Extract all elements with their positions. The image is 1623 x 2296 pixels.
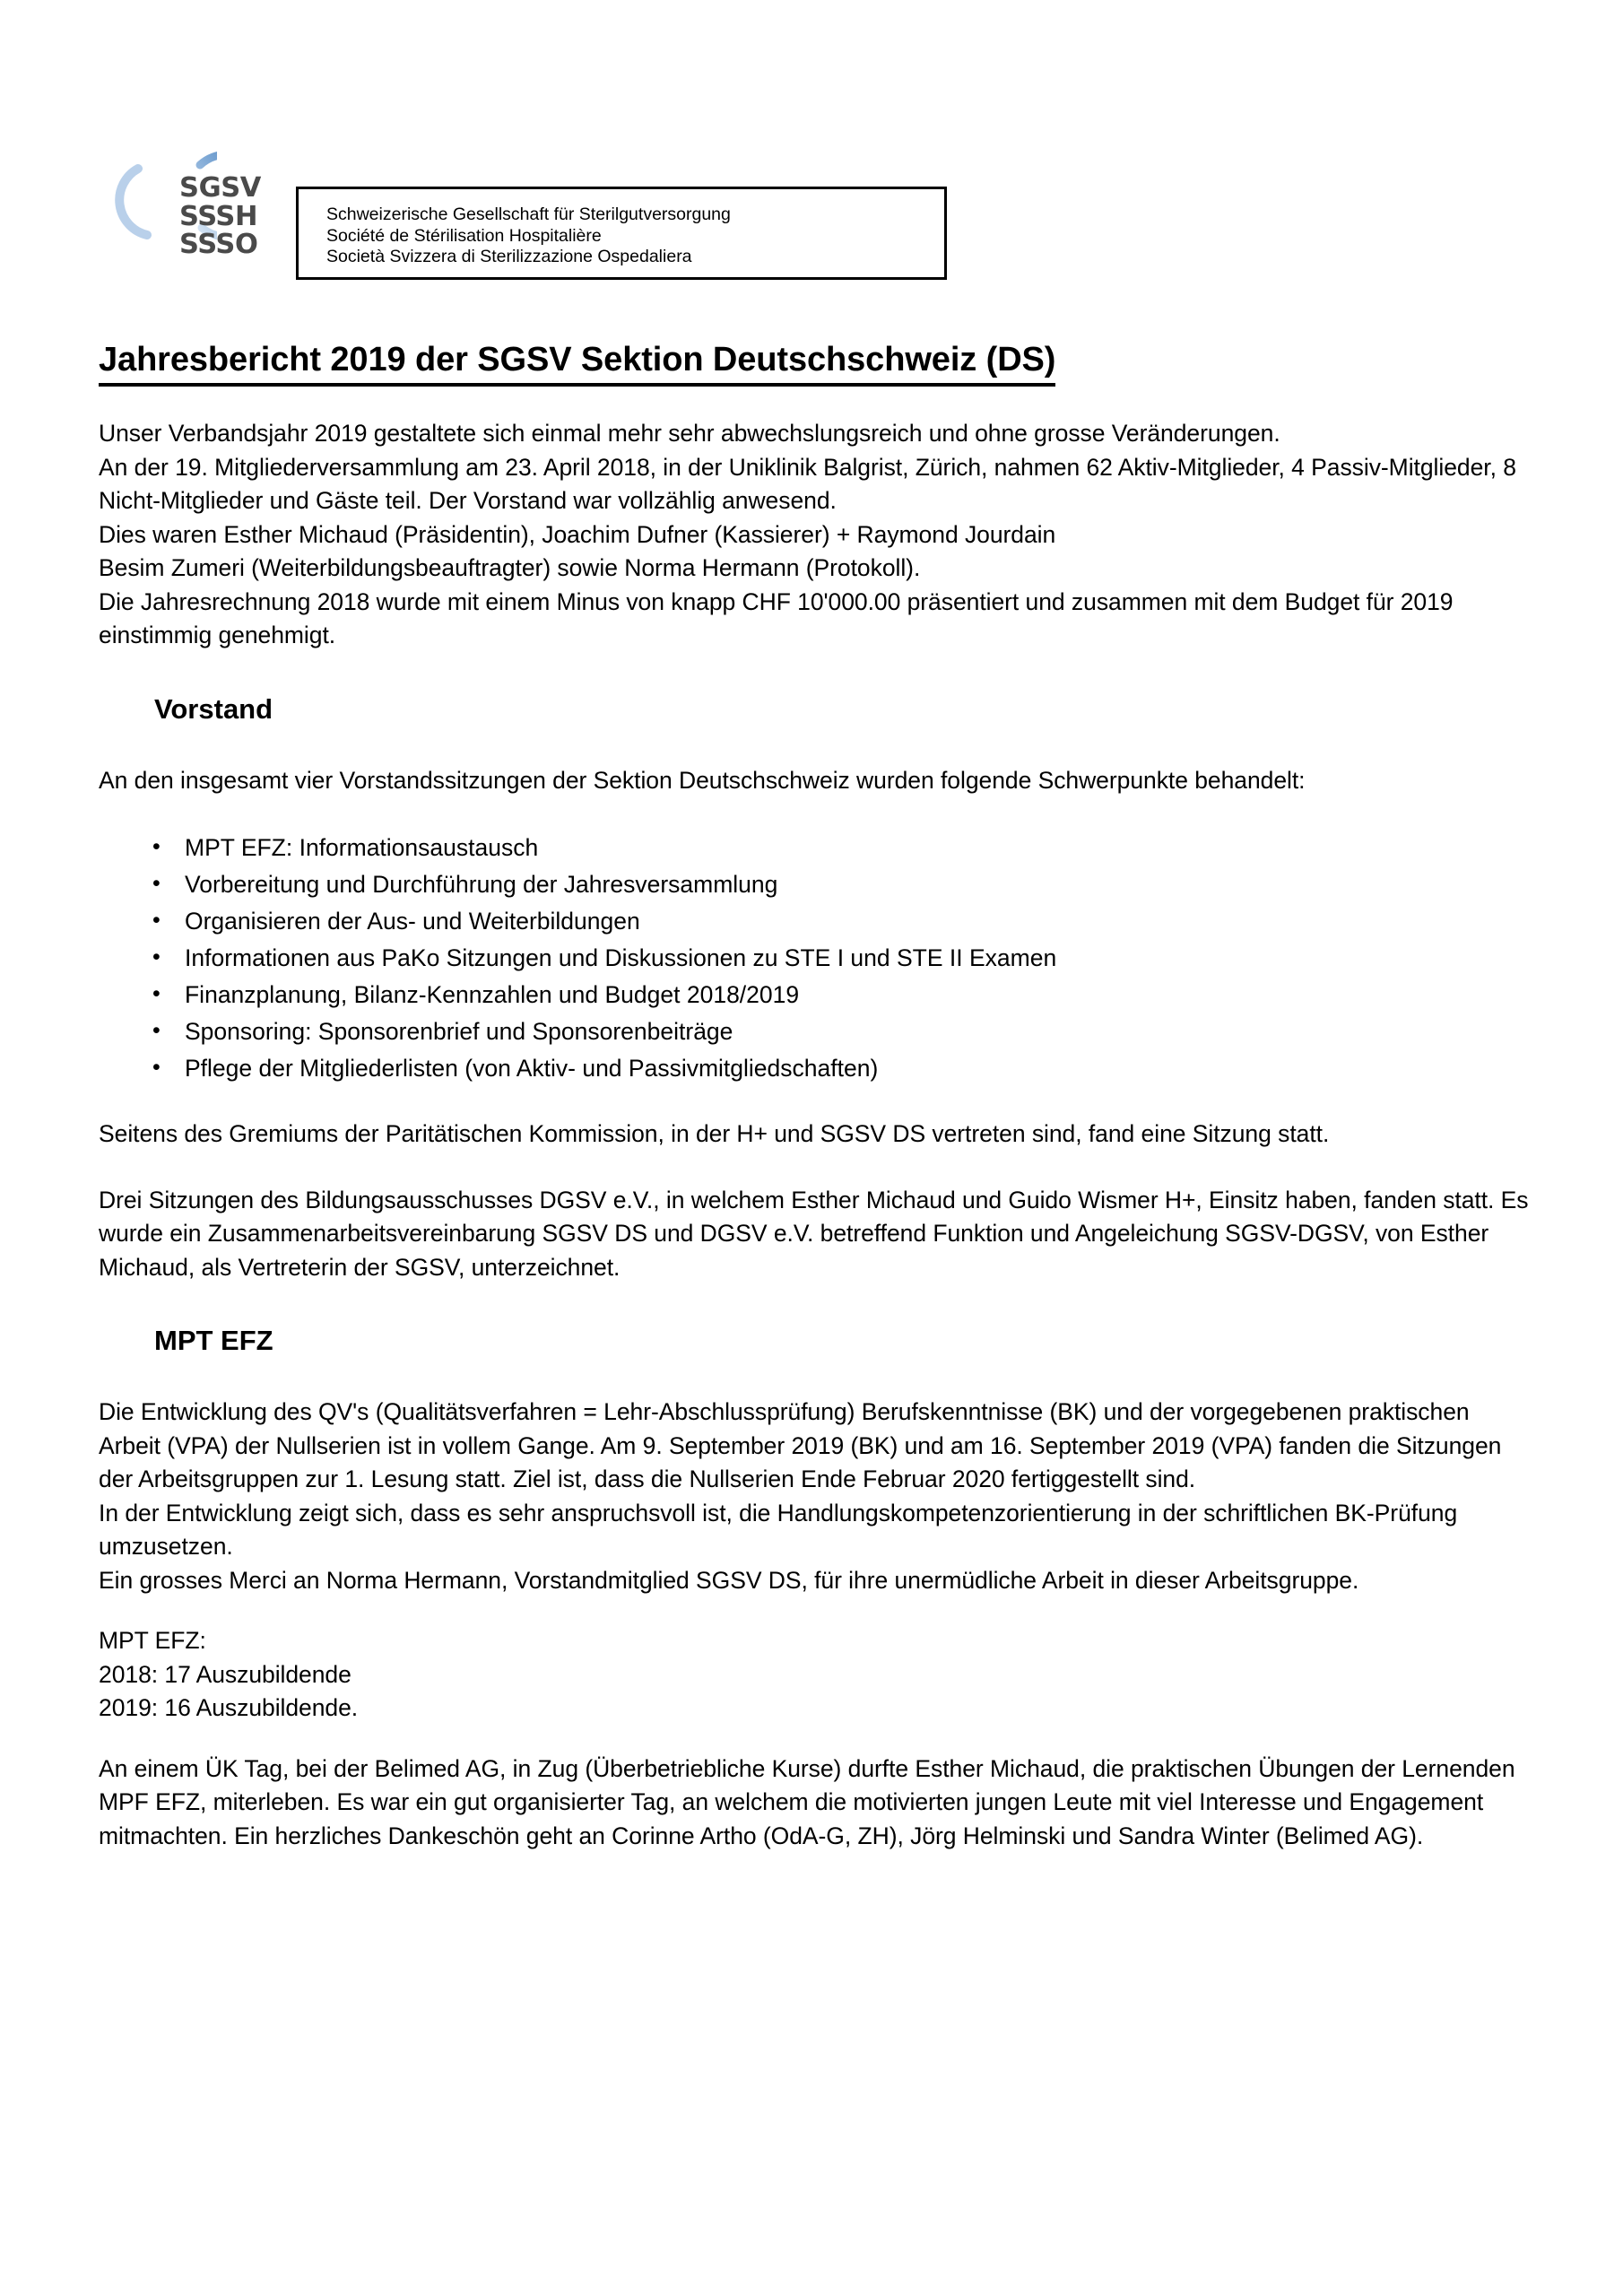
vorstand-bullet-list [99, 830, 1533, 1087]
mpt-paragraph-1: Die Entwicklung des QV's (Qualitätsverfahren = Lehr-Abschlussprüfung) Berufskenntnisse (BK) und der vorgegebenen praktischen Arbeit (VPA) der Nullserien ist in vollem Gange. Am 9. September 2019 (BK) und am 16. September 2019 (VPA) fanden die Sitzungen der Arbeitsgruppen zur 1. Lesung statt. Ziel ist, dass die Nullserien Ende Februar 2020 fertiggestellt sind. [99, 1398, 1502, 1492]
intro-paragraph-1: Unser Verbandsjahr 2019 gestaltete sich einmal mehr sehr abwechslungsreich und ohne grosse Veränderungen. [99, 420, 1280, 447]
logo-letter-line-3: SSSO [179, 229, 258, 260]
list-item: • MPT EFZ: Informationsaustausch [99, 830, 1533, 866]
mpt-stats-2019: 2019: 16 Auszubildende. [99, 1694, 359, 1721]
sgsv-logo [109, 142, 271, 290]
list-item: • Sponsoring: Sponsorenbrief und Sponsorenbeiträge [99, 1013, 1533, 1050]
intro-paragraph-4: Besim Zumeri (Weiterbildungsbeauftragter) sowie Norma Hermann (Protokoll). [99, 554, 921, 581]
mpt-paragraph-uek-tag: An einem ÜK Tag, bei der Belimed AG, in Zug (Überbetriebliche Kurse) durfte Esther Michaud, die praktischen Übungen der Lernenden MPF EFZ, miterleben. Es war ein gut organisierter Tag, an welchem die motivierten jungen Leute mit viel Interesse und Engagement mitmachten. Ein herzliches Dankeschön geht an Corinne Artho (OdA-G, ZH), Jörg Helminski und Sandra Winter (Belimed AG). [99, 1754, 1515, 1849]
organisation-name-box [296, 187, 947, 280]
mpt-paragraph-3: Ein grosses Merci an Norma Hermann, Vorstandmitglied SGSV DS, für ihre unermüdliche Arbeit in dieser Arbeitsgruppe. [99, 1566, 1359, 1594]
mpt-paragraph-2: In der Entwicklung zeigt sich, dass es sehr anspruchsvoll ist, die Handlungskompetenzorientierung in der schriftlichen BK-Prüfung umzusetzen. [99, 1499, 1458, 1560]
vorstand-paragraph-kommission: Seitens des Gremiums der Paritätischen Kommission, in der H+ und SGSV DS vertreten sind, fand eine Sitzung statt. [99, 1120, 1330, 1147]
vorstand-paragraph-bildungsausschuss: Drei Sitzungen des Bildungsausschusses DGSV e.V., in welchem Esther Michaud und Guido Wismer H+, Einsitz haben, fanden statt. Es wurde ein Zusammenarbeitsvereinbarung SGSV DS und DGSV e.V. betreffend Funktion und Angeleichung SGSV-DGSV, von Esther Michaud, als Vertreterin der SGSV, unterzeichnet. [99, 1186, 1529, 1281]
list-item: • Vorbereitung und Durchführung der Jahresversammlung [99, 866, 1533, 903]
mpt-stats-2018: 2018: 17 Auszubildende [99, 1660, 352, 1688]
intro-paragraph-3: Dies waren Esther Michaud (Präsidentin), Joachim Dufner (Kassierer) + Raymond Jourdain [99, 520, 1056, 548]
sgsv-logo-letters [179, 174, 261, 259]
list-item: • Finanzplanung, Bilanz-Kennzahlen und Budget 2018/2019 [99, 977, 1533, 1013]
intro-paragraph-2: An der 19. Mitgliederversammlung am 23. April 2018, in der Uniklinik Balgrist, Zürich, nahmen 62 Aktiv-Mitglieder, 4 Passiv-Mitglieder, 8 Nicht-Mitglieder und Gäste teil. Der Vorstand war vollzählig anwesend. [99, 453, 1516, 514]
logo-letter-line-1: SGSV [179, 172, 261, 204]
document-header [0, 0, 1623, 305]
vorstand-lead-paragraph: An den insgesamt vier Vorstandssitzungen der Sektion Deutschschweiz wurden folgende Schwerpunkte behandelt: [99, 766, 1306, 794]
section-heading-mpt-efz: MPT EFZ [154, 1325, 273, 1356]
intro-paragraph-5: Die Jahresrechnung 2018 wurde mit einem Minus von knapp CHF 10'000.00 präsentiert und zusammen mit dem Budget für 2019 einstimmig genehmigt. [99, 587, 1454, 648]
org-name-german: Schweizerische Gesellschaft für Sterilgutversorgung [326, 204, 731, 224]
document-body [99, 339, 1533, 1853]
page-title: Jahresbericht 2019 der SGSV Sektion Deutschschweiz (DS) [99, 339, 1055, 387]
list-item: • Informationen aus PaKo Sitzungen und Diskussionen zu STE I und STE II Examen [99, 940, 1533, 977]
section-heading-vorstand: Vorstand [154, 692, 273, 725]
org-name-italian: Società Svizzera di Sterilizzazione Ospedaliera [326, 247, 692, 266]
org-name-french: Société de Stérilisation Hospitalière [326, 225, 602, 246]
logo-letter-line-2: SSSH [179, 200, 258, 232]
mpt-stats-label: MPT EFZ: [99, 1627, 206, 1654]
list-item: • Organisieren der Aus- und Weiterbildungen [99, 903, 1533, 940]
list-item: • Pflege der Mitgliederlisten (von Aktiv- und Passivmitgliedschaften) [99, 1050, 1533, 1087]
